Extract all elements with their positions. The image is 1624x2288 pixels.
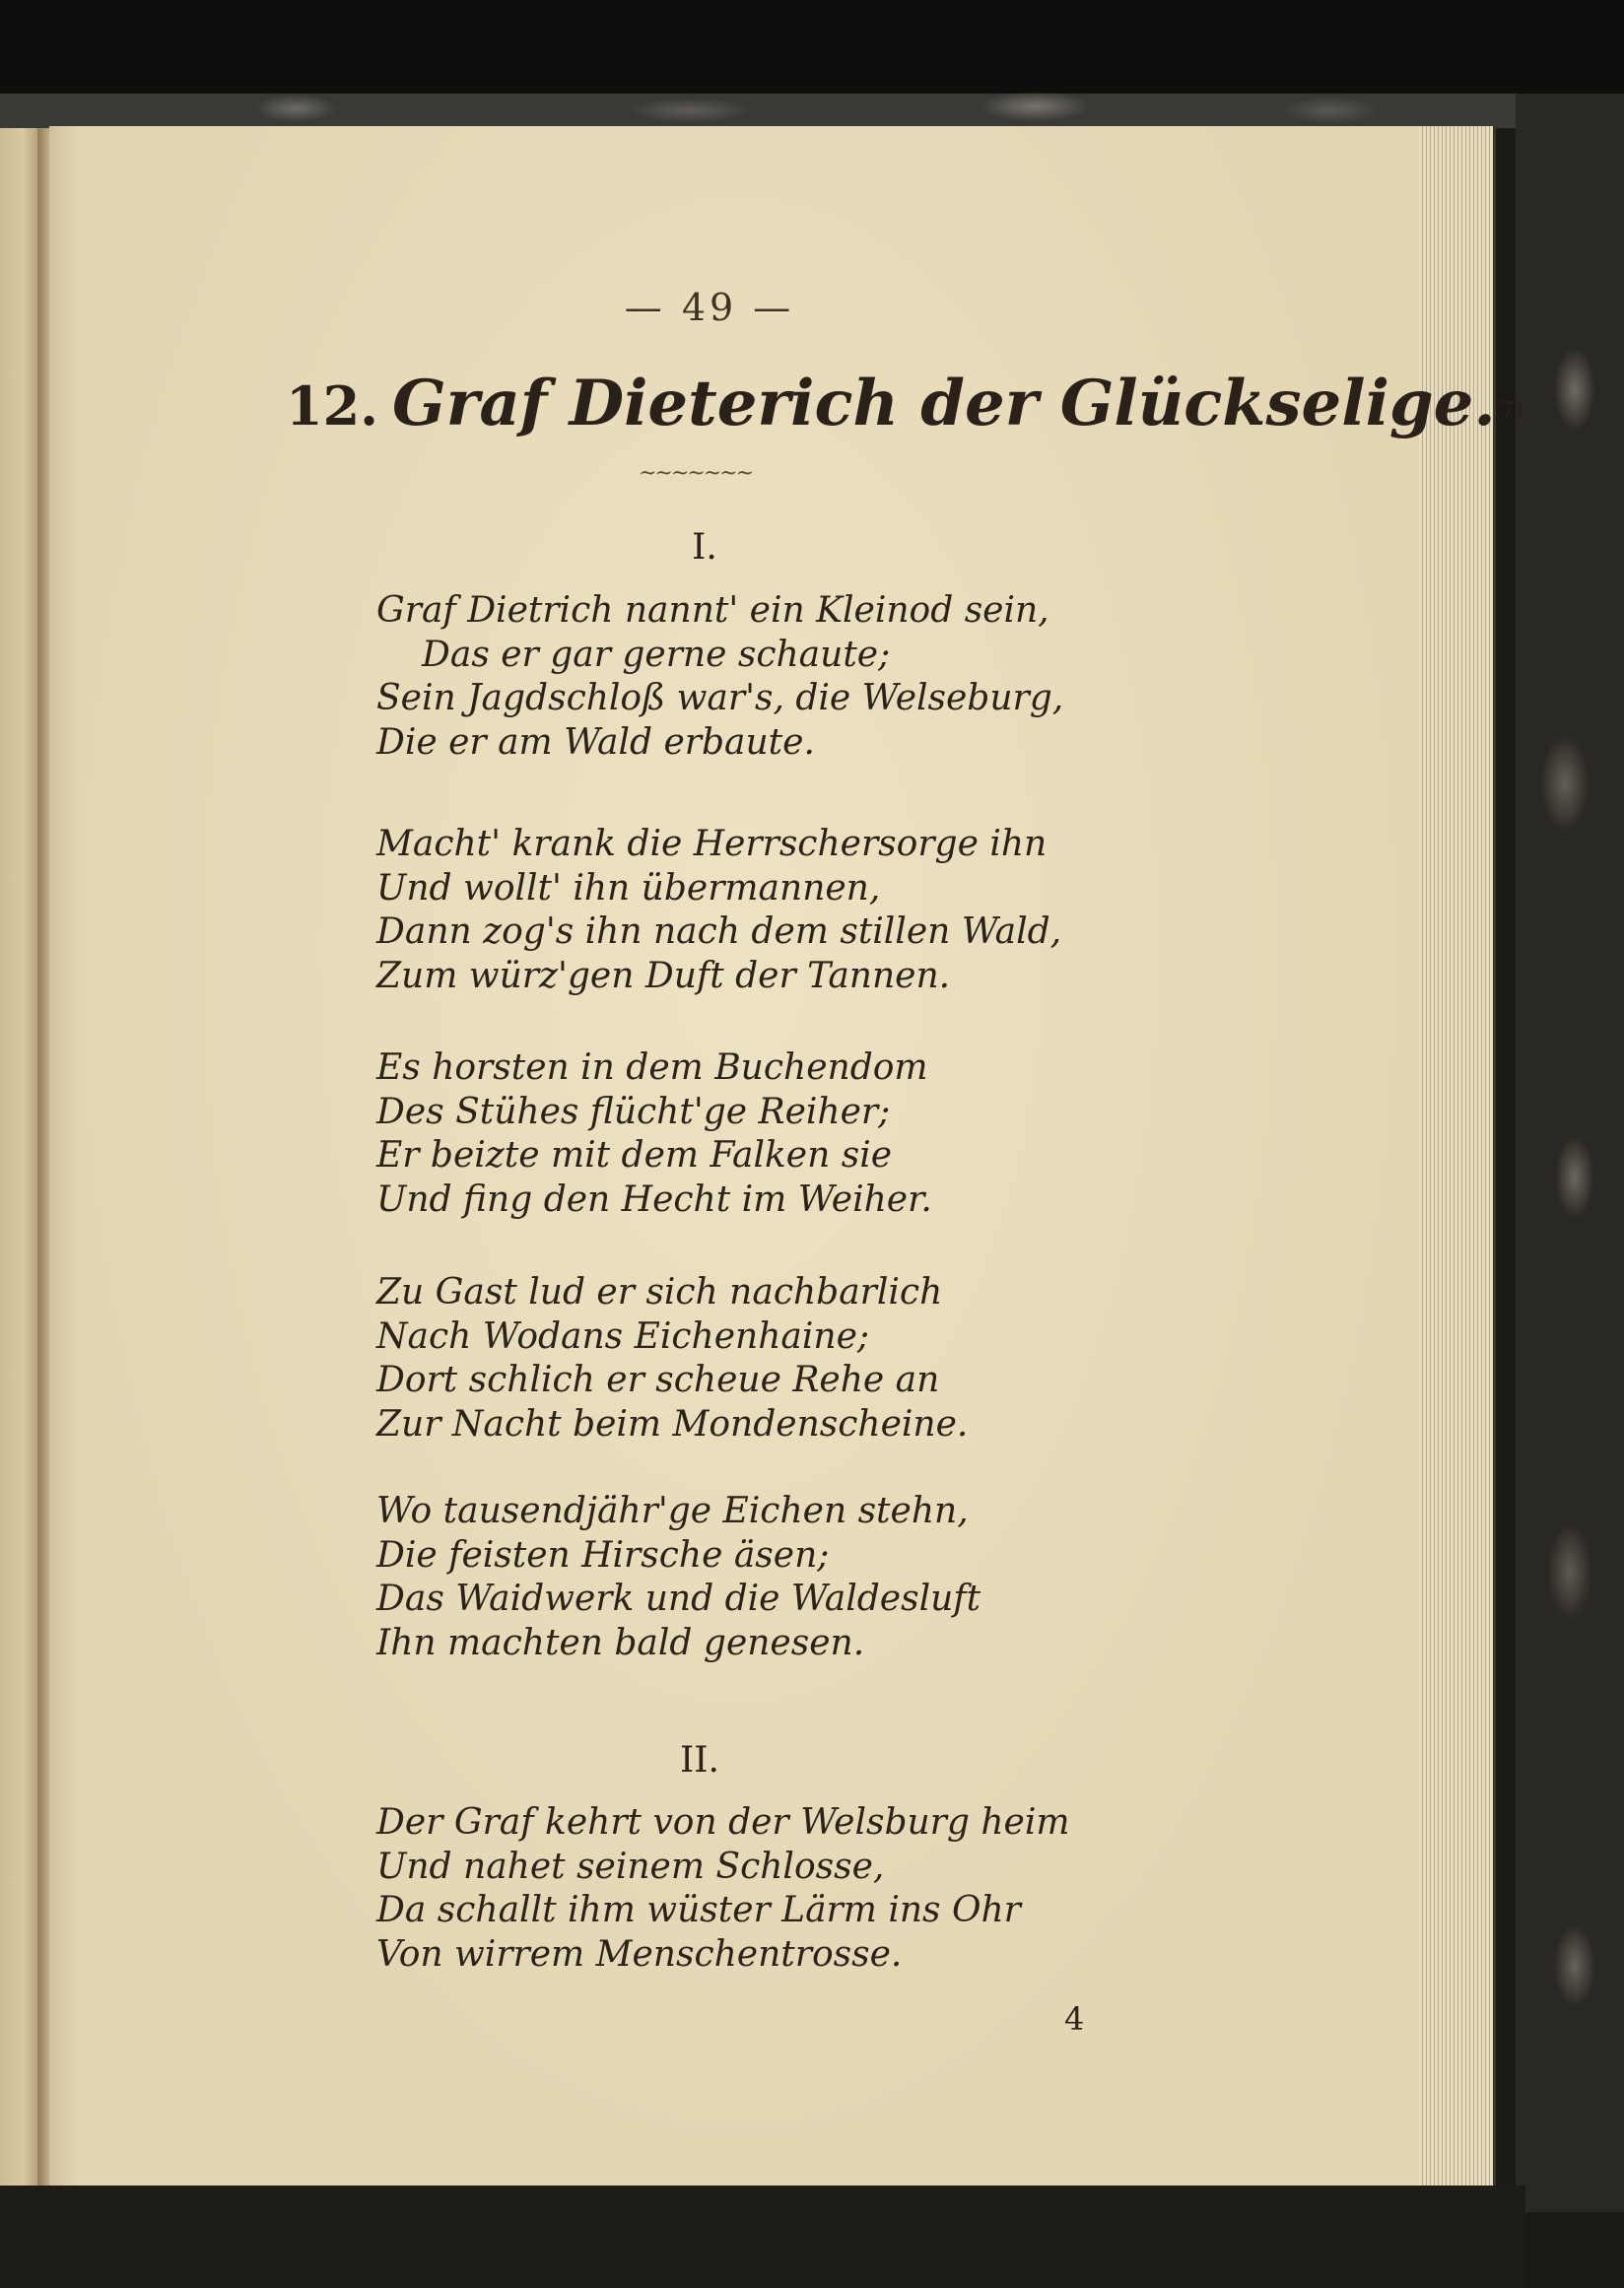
- poem-title: Graf Dieterich der Glückselige.: [391, 367, 1496, 440]
- verse-line: Macht' krank die Herrschersorge ihn: [376, 824, 1048, 864]
- book-bottom-edge: [0, 2186, 1525, 2288]
- verse-line: Die er am Wald erbaute.: [376, 721, 815, 763]
- section-heading-1: I.: [692, 527, 717, 568]
- verse-line: Dann zog's ihn nach dem stillen Wald,: [376, 911, 1062, 952]
- verse-line: Dort schlich er scheue Rehe an: [376, 1360, 940, 1400]
- verse-line: Sein Jagdschloß war's, die Welseburg,: [376, 678, 1064, 718]
- verse-line: Der Graf kehrt von der Welsburg heim: [376, 1802, 1070, 1843]
- stanza: [376, 589, 1263, 765]
- stanza: [376, 1490, 1263, 1665]
- page-number: — 49 —: [624, 286, 795, 329]
- verse-line: Nach Wodans Eichenhaine;: [376, 1315, 870, 1357]
- verse-line: Graf Dietrich nannt' ein Kleinod sein,: [376, 590, 1049, 631]
- verse-line: Und wollt' ihn übermannen,: [376, 867, 881, 908]
- stanza: [376, 823, 1263, 998]
- title-ornament: ~~~~~~~: [639, 461, 753, 486]
- verse-line: Ihn machten bald genesen.: [376, 1622, 865, 1663]
- poem-number: 12.: [286, 374, 378, 437]
- verse-line: Und fing den Hecht im Weiher.: [376, 1178, 932, 1220]
- verse-line: Von wirrem Menschentrosse.: [376, 1933, 903, 1975]
- verse-line: Er beizte mit dem Falken sie: [376, 1135, 893, 1176]
- poem-title-row: [286, 367, 1524, 440]
- verse-line: Da schallt ihm wüster Lärm ins Ohr: [376, 1890, 1021, 1930]
- book-cover-right: [1516, 94, 1624, 2212]
- verse-line: Zu Gast lud er sich nachbarlich: [376, 1272, 943, 1312]
- verse-line: Des Stühes flücht'ge Reiher;: [376, 1091, 891, 1132]
- facing-page-edge: [0, 128, 37, 2187]
- verse-line: Es horsten in dem Buchendom: [376, 1047, 928, 1088]
- verse-line: Das Waidwerk und die Waldesluft: [376, 1579, 981, 1619]
- printer-signature-mark: 4: [1064, 2000, 1085, 2038]
- verse-line: Zum würz'gen Duft der Tannen.: [376, 955, 951, 996]
- verse-line: Die feisten Hirsche äsen;: [376, 1534, 830, 1576]
- stanza: [376, 1271, 1263, 1447]
- stanza: [376, 1046, 1263, 1222]
- footnote-marker: 7): [1499, 396, 1524, 425]
- verse-line: Das er gar gerne schaute;: [422, 634, 891, 675]
- stanza: [376, 1801, 1263, 1977]
- verse-line: Wo tausendjähr'ge Eichen stehn,: [376, 1491, 969, 1531]
- section-heading-2: II.: [680, 1740, 719, 1781]
- verse-line: Und nahet seinem Schlosse,: [376, 1846, 885, 1887]
- book-cover-top: [0, 0, 1624, 138]
- verse-line: Zur Nacht beim Mondenscheine.: [376, 1403, 969, 1445]
